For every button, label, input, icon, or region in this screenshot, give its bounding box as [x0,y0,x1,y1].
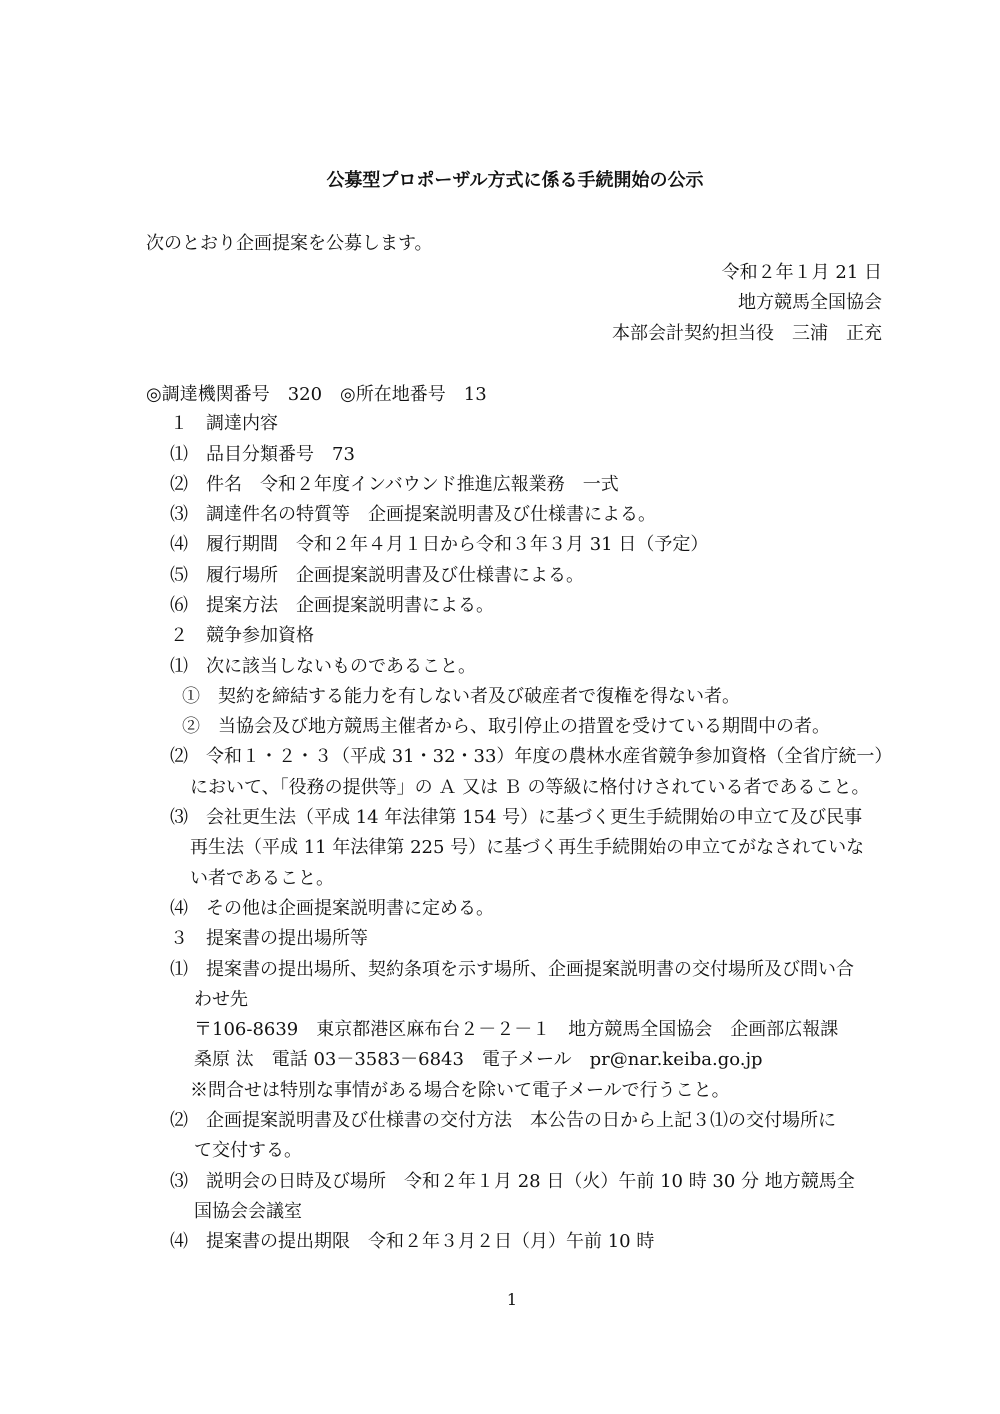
section-3-heading: ３ 提案書の提出場所等 [170,928,368,949]
section-2-item-3-line-1: ⑶ 会社更生法（平成 14 年法律第 154 号）に基づく更生手続開始の申立て及び民事 [170,807,863,828]
section-2-item-3-line-3: い者であること。 [190,868,334,889]
section-2-item-3-line-2: 再生法（平成 11 年法律第 225 号）に基づく再生手続開始の申立てがなされていな [190,837,865,858]
section-3-item-3-line-1: ⑶ 説明会の日時及び場所 令和２年１月 28 日（火）午前 10 時 30 分 地方競馬全 [170,1171,855,1192]
section-1-item-1: ⑴ 品目分類番号 73 [170,444,355,465]
section-3-item-1-line-2: わせ先 [194,989,248,1010]
section-3-item-3-line-2: 国協会会議室 [194,1201,302,1222]
notice-date: 令和２年１月 21 日 [721,262,882,283]
procurement-codes: ◎調達機関番号 320 ◎所在地番号 13 [146,384,487,405]
section-2-item-2-line-1: ⑵ 令和１・２・３（平成 31・32・33）年度の農林水産省競争参加資格（全省庁統一） [170,746,893,767]
document-title: 公募型プロポーザル方式に係る手続開始の公示 [326,170,704,191]
section-1-item-4: ⑷ 履行期間 令和２年４月１日から令和３年３月 31 日（予定） [170,534,709,555]
section-2-item-2-line-2: において、「役務の提供等」の Ａ 又は Ｂ の等級に格付けされている者であること。 [190,777,870,798]
signatory-name: 本部会計契約担当役 三浦 正充 [612,323,882,344]
contact-details: 桑原 汰 電話 03－3583－6843 電子メール pr@nar.keiba.go.jp [194,1049,763,1070]
section-1-item-5: ⑸ 履行場所 企画提案説明書及び仕様書による。 [170,565,584,586]
section-3-item-1-line-1: ⑴ 提案書の提出場所、契約条項を示す場所、企画提案説明書の交付場所及び問い合 [170,959,854,980]
section-1-heading: １ 調達内容 [170,413,278,434]
section-2-sub-item-2: ② 当協会及び地方競馬主催者から、取引停止の措置を受けている期間中の者。 [182,716,830,737]
section-2-item-4: ⑷ その他は企画提案説明書に定める。 [170,898,494,919]
section-3-item-2-line-2: て交付する。 [194,1140,302,1161]
section-1-item-6: ⑹ 提案方法 企画提案説明書による。 [170,595,494,616]
intro-text: 次のとおり企画提案を公募します。 [146,233,433,254]
section-2-item-1: ⑴ 次に該当しないものであること。 [170,656,476,677]
contact-note: ※問合せは特別な事情がある場合を除いて電子メールで行うこと。 [190,1080,730,1101]
page-number: 1 [506,1290,518,1309]
section-1-item-2: ⑵ 件名 令和２年度インバウンド推進広報業務 一式 [170,474,619,495]
section-2-sub-item-1: ① 契約を締結する能力を有しない者及び破産者で復権を得ない者。 [182,686,740,707]
section-3-item-2-line-1: ⑵ 企画提案説明書及び仕様書の交付方法 本公告の日から上記３⑴の交付場所に [170,1110,836,1131]
section-1-item-3: ⑶ 調達件名の特質等 企画提案説明書及び仕様書による。 [170,504,656,525]
section-2-heading: ２ 競争参加資格 [170,625,314,646]
organization-name: 地方競馬全国協会 [738,292,882,313]
section-3-item-4: ⑷ 提案書の提出期限 令和２年３月２日（月）午前 10 時 [170,1231,655,1252]
contact-address: 〒106-8639 東京都港区麻布台２－２－１ 地方競馬全国協会 企画部広報課 [194,1019,839,1040]
